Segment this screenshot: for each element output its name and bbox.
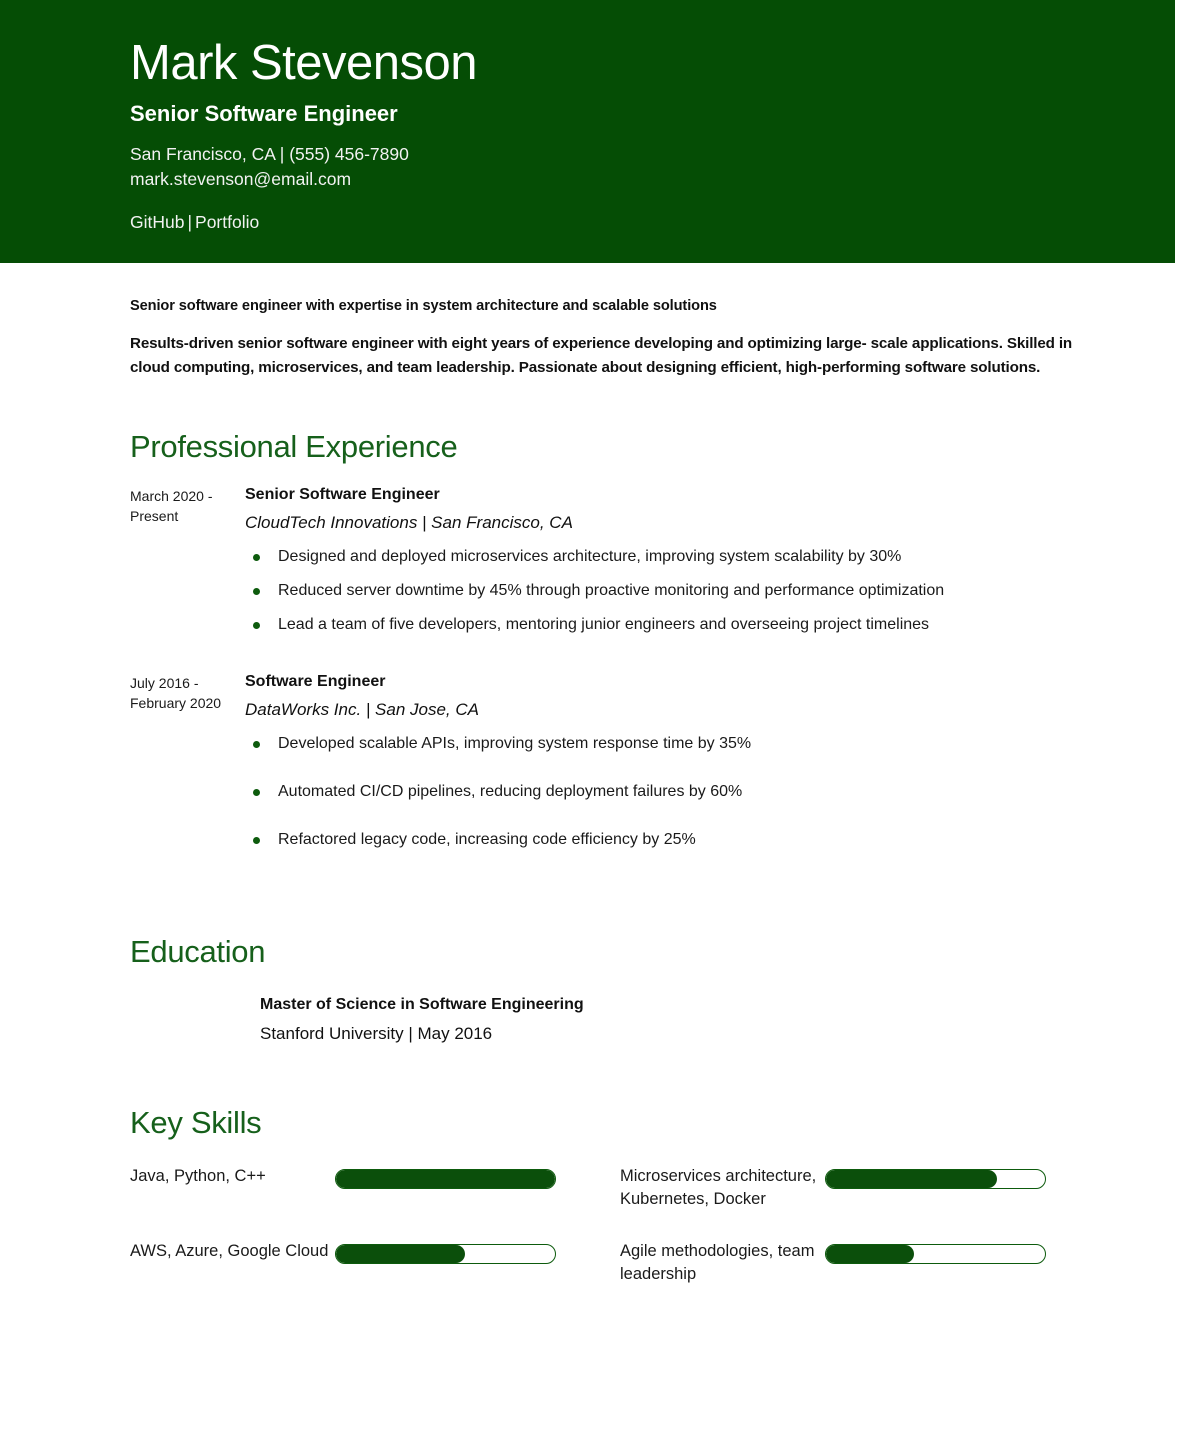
skill-bar [335,1239,556,1264]
header-links [130,210,1175,235]
experience-entry [130,483,1142,647]
skill-label: Java, Python, C++ [130,1167,266,1185]
experience-bullet-text: Lead a team of five developers, mentoring junior engineers and overseeing project timelines [278,616,930,633]
experience-bullet [245,545,1142,569]
skill-item [130,1164,620,1239]
bullet-dot-icon [253,837,260,844]
experience-bullet-text: Designed and deployed microservices architecture, improving system scalability by 30% [278,548,902,565]
experience-section [0,428,1182,876]
skill-bar [825,1239,1046,1264]
skill-bar-fill [336,1245,465,1263]
experience-dates: March 2020 - Present [130,488,213,524]
skill-label: Microservices architecture, Kubernetes, Docker [620,1167,817,1208]
bullet-dot-icon [253,741,260,748]
page-title: Mark Stevenson [130,36,478,90]
bullet-dot-icon [253,554,260,561]
skill-label: AWS, Azure, Google Cloud [130,1242,329,1260]
skill-bar-fill [336,1170,555,1188]
education-entry [130,993,1142,1046]
experience-bullet [245,732,1142,756]
bullet-dot-icon [253,622,260,629]
resume-body [0,296,1182,1314]
summary-headline: Senior software engineer with expertise in system architecture and scalable solutions [130,298,717,314]
contact-location-phone: San Francisco, CA | (555) 456-7890 [130,144,409,164]
education-section [0,933,1182,1046]
experience-bullet-list [245,545,1142,637]
experience-company: CloudTech Innovations | San Francisco, CA [245,513,573,532]
education-list [130,993,1142,1046]
skill-bar-track [825,1169,1046,1189]
experience-bullet-text: Reduced server downtime by 45% through proactive monitoring and performance optimization [278,582,945,599]
experience-details [245,670,1142,876]
experience-entry [130,670,1142,876]
experience-bullet-text: Refactored legacy code, increasing code efficiency by 25% [278,831,696,848]
summary-section [0,296,1182,380]
skill-item [130,1239,620,1314]
experience-dates: July 2016 - February 2020 [130,675,222,711]
portfolio-link[interactable]: Portfolio [195,212,260,232]
bullet-dot-icon [253,789,260,796]
experience-details [245,483,1142,647]
skill-bar-track [825,1244,1046,1264]
education-details [260,993,584,1046]
contact-email[interactable]: mark.stevenson@email.com [130,169,352,189]
experience-bullet [245,579,1142,603]
education-degree: Master of Science in Software Engineering [260,996,584,1013]
education-school: Stanford University | May 2016 [260,1024,493,1043]
skills-grid [130,1164,1142,1314]
experience-section-heading: Professional Experience [130,429,458,464]
skill-item [620,1239,1142,1314]
experience-bullet [245,780,1142,804]
skills-section [0,1104,1182,1314]
experience-bullet-list [245,732,1142,852]
education-section-heading: Education [130,934,266,969]
github-link[interactable]: GitHub [130,212,185,232]
experience-role: Senior Software Engineer [245,486,440,503]
skill-bar-fill [826,1170,997,1188]
experience-bullet-text: Developed scalable APIs, improving system response time by 35% [278,735,752,752]
experience-bullet [245,613,1142,637]
skills-section-heading: Key Skills [130,1105,262,1140]
skill-bar-track [335,1244,556,1264]
experience-company: DataWorks Inc. | San Jose, CA [245,700,479,719]
bullet-dot-icon [253,588,260,595]
summary-paragraph: Results-driven senior software engineer with eight years of experience developing and optimizing large- scale applications. Skilled in cloud computing, microservices, and team leadership. Passionate about designing efficient, high-performing software solutions. [130,335,1073,376]
skill-bar [335,1164,556,1189]
skill-item [620,1164,1142,1239]
skill-bar-fill [826,1245,914,1263]
resume-header [0,0,1175,263]
experience-role: Software Engineer [245,673,386,690]
skill-label: Agile methodologies, team leadership [620,1242,815,1283]
link-separator: | [187,212,193,232]
experience-bullet-text: Automated CI/CD pipelines, reducing deployment failures by 60% [278,783,743,800]
header-job-title: Senior Software Engineer [130,101,398,126]
skill-bar [825,1164,1046,1189]
experience-list [130,483,1142,876]
experience-bullet [245,828,1142,852]
skill-bar-track [335,1169,556,1189]
